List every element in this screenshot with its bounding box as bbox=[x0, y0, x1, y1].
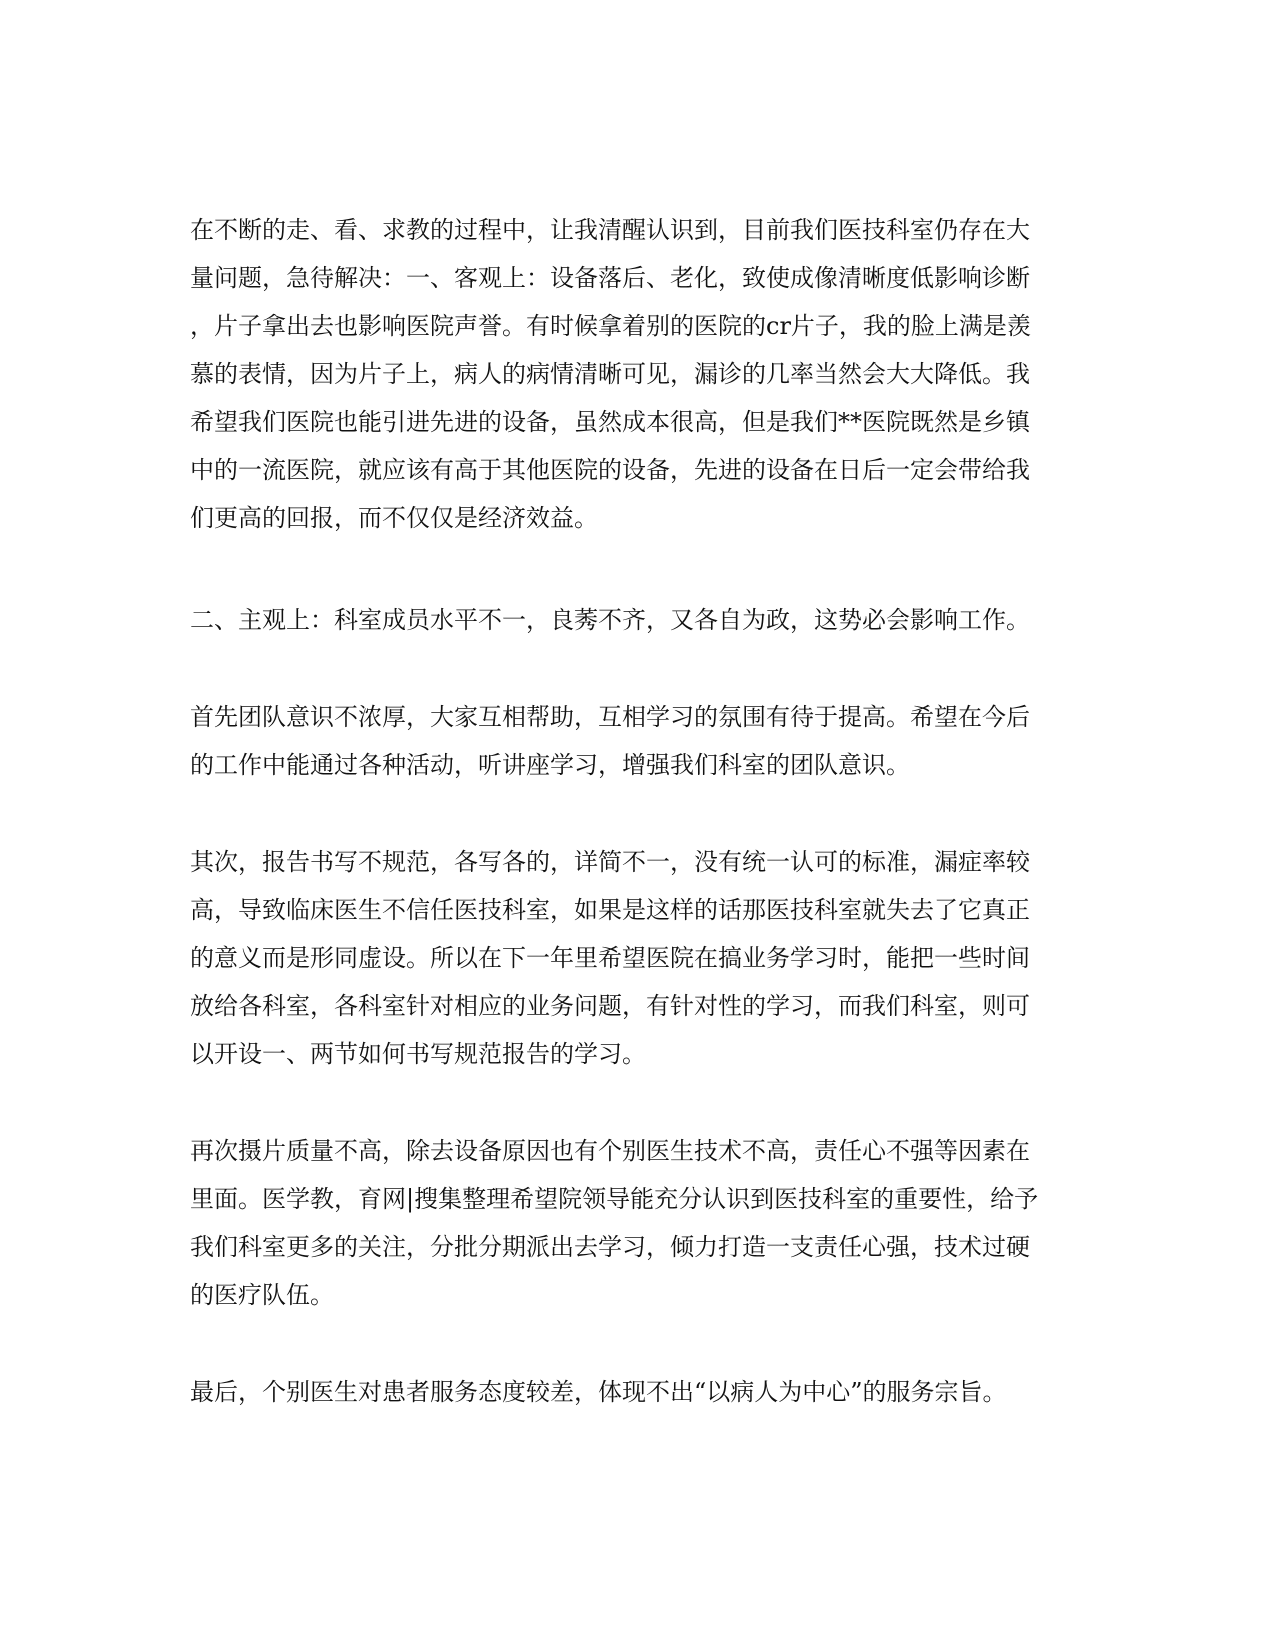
text-line: 里面。医学教，育网|搜集整理希望院领导能充分认识到医技科室的重要性，给予 bbox=[190, 1185, 1039, 1213]
paragraph-subjective-issues bbox=[190, 596, 1090, 644]
text-line: 高，导致临床医生不信任医技科室，如果是这样的话那医技科室就失去了它真正 bbox=[190, 896, 1030, 924]
text-line: 希望我们医院也能引进先进的设备，虽然成本很高，但是我们**医院既然是乡镇 bbox=[190, 408, 1030, 436]
text-line: 中的一流医院，就应该有高于其他医院的设备，先进的设备在日后一定会带给我 bbox=[190, 456, 1030, 484]
text-line: 首先团队意识不浓厚，大家互相帮助，互相学习的氛围有待于提高。希望在今后 bbox=[190, 703, 1030, 731]
text-line: 最后，个别医生对患者服务态度较差，体现不出“以病人为中心”的服务宗旨。 bbox=[190, 1378, 1007, 1406]
paragraph-equipment-issues bbox=[190, 206, 1090, 542]
text-line: 以开设一、两节如何书写规范报告的学习。 bbox=[190, 1040, 646, 1068]
text-line: 们更高的回报，而不仅仅是经济效益。 bbox=[190, 504, 598, 532]
text-line: 量问题，急待解决：一、客观上：设备落后、老化，致使成像清晰度低影响诊断 bbox=[190, 264, 1030, 292]
paragraph-report-writing bbox=[190, 838, 1090, 1078]
text-line: 我们科室更多的关注，分批分期派出去学习，倾力打造一支责任心强，技术过硬 bbox=[190, 1233, 1030, 1261]
text-line: 放给各科室，各科室针对相应的业务问题，有针对性的学习，而我们科室，则可 bbox=[190, 992, 1030, 1020]
text-line: ，片子拿出去也影响医院声誉。有时候拿着别的医院的cr片子，我的脸上满是羡 bbox=[190, 312, 1031, 340]
paragraph-film-quality bbox=[190, 1127, 1090, 1319]
paragraph-service-attitude bbox=[190, 1368, 1090, 1416]
text-line: 在不断的走、看、求教的过程中，让我清醒认识到，目前我们医技科室仍存在大 bbox=[190, 216, 1030, 244]
text-line: 的医疗队伍。 bbox=[190, 1281, 334, 1309]
text-line: 二、主观上：科室成员水平不一，良莠不齐，又各自为政，这势必会影响工作。 bbox=[190, 606, 1030, 634]
text-line: 其次，报告书写不规范，各写各的，详简不一，没有统一认可的标准，漏症率较 bbox=[190, 848, 1030, 876]
text-line: 慕的表情，因为片子上，病人的病情清晰可见，漏诊的几率当然会大大降低。我 bbox=[190, 360, 1030, 388]
paragraph-team-awareness bbox=[190, 693, 1090, 789]
text-line: 的意义而是形同虚设。所以在下一年里希望医院在搞业务学习时，能把一些时间 bbox=[190, 944, 1030, 972]
text-line: 的工作中能通过各种活动，听讲座学习，增强我们科室的团队意识。 bbox=[190, 751, 910, 779]
text-line: 再次摄片质量不高，除去设备原因也有个别医生技术不高，责任心不强等因素在 bbox=[190, 1137, 1030, 1165]
